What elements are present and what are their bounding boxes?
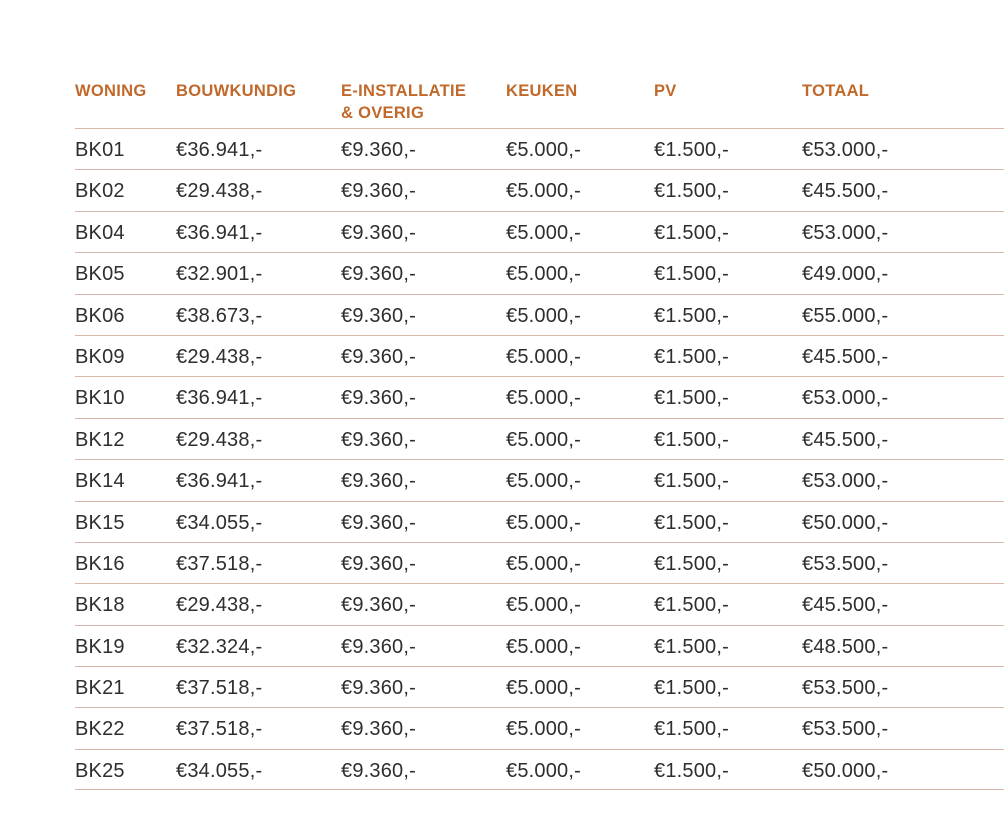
price-table bbox=[75, 80, 1004, 790]
woning-cell: BK12 bbox=[75, 428, 125, 451]
keuken-cell: €5.000,- bbox=[506, 221, 581, 244]
header-pv: PV bbox=[654, 82, 677, 100]
keuken-cell: €5.000,- bbox=[506, 552, 581, 575]
bouwkundig-cell: €37.518,- bbox=[176, 677, 263, 700]
keuken-cell: €5.000,- bbox=[506, 635, 581, 658]
table-row bbox=[75, 707, 1004, 748]
table-row bbox=[75, 418, 1004, 459]
table-row bbox=[75, 666, 1004, 707]
bouwkundig-cell: €29.438,- bbox=[176, 180, 263, 203]
header-bouwkundig: BOUWKUNDIG bbox=[176, 82, 297, 100]
totaal-cell: €53.000,- bbox=[802, 470, 889, 493]
totaal-cell: €53.500,- bbox=[802, 677, 889, 700]
table-row bbox=[75, 501, 1004, 542]
totaal-cell: €50.000,- bbox=[802, 511, 889, 534]
e-installatie-cell: €9.360,- bbox=[341, 759, 416, 782]
bouwkundig-cell: €36.941,- bbox=[176, 221, 263, 244]
woning-cell: BK21 bbox=[75, 677, 125, 700]
keuken-cell: €5.000,- bbox=[506, 470, 581, 493]
woning-cell: BK01 bbox=[75, 139, 125, 161]
e-installatie-cell: €9.360,- bbox=[341, 139, 416, 161]
bouwkundig-cell: €37.518,- bbox=[176, 718, 263, 741]
totaal-cell: €45.500,- bbox=[802, 594, 889, 617]
bouwkundig-cell: €29.438,- bbox=[176, 345, 263, 368]
table-row bbox=[75, 294, 1004, 335]
woning-cell: BK19 bbox=[75, 635, 125, 658]
e-installatie-cell: €9.360,- bbox=[341, 345, 416, 368]
table-row bbox=[75, 749, 1004, 790]
bouwkundig-cell: €37.518,- bbox=[176, 552, 263, 575]
bouwkundig-cell: €36.941,- bbox=[176, 387, 263, 410]
e-installatie-cell: €9.360,- bbox=[341, 304, 416, 327]
keuken-cell: €5.000,- bbox=[506, 759, 581, 782]
keuken-cell: €5.000,- bbox=[506, 718, 581, 741]
bouwkundig-cell: €34.055,- bbox=[176, 511, 263, 534]
e-installatie-cell: €9.360,- bbox=[341, 180, 416, 203]
bouwkundig-cell: €32.901,- bbox=[176, 263, 263, 286]
e-installatie-cell: €9.360,- bbox=[341, 718, 416, 741]
pv-cell: €1.500,- bbox=[654, 718, 729, 741]
table-row bbox=[75, 252, 1004, 293]
woning-cell: BK18 bbox=[75, 594, 125, 617]
bouwkundig-cell: €34.055,- bbox=[176, 759, 263, 782]
totaal-cell: €53.500,- bbox=[802, 552, 889, 575]
totaal-cell: €53.500,- bbox=[802, 718, 889, 741]
table-row bbox=[75, 542, 1004, 583]
totaal-cell: €53.000,- bbox=[802, 387, 889, 410]
table-row bbox=[75, 583, 1004, 624]
totaal-cell: €45.500,- bbox=[802, 180, 889, 203]
keuken-cell: €5.000,- bbox=[506, 180, 581, 203]
totaal-cell: €55.000,- bbox=[802, 304, 889, 327]
pv-cell: €1.500,- bbox=[654, 677, 729, 700]
woning-cell: BK02 bbox=[75, 180, 125, 203]
table-row bbox=[75, 459, 1004, 500]
header-woning: WONING bbox=[75, 82, 147, 100]
pv-cell: €1.500,- bbox=[654, 139, 729, 161]
pv-cell: €1.500,- bbox=[654, 180, 729, 203]
keuken-cell: €5.000,- bbox=[506, 387, 581, 410]
keuken-cell: €5.000,- bbox=[506, 263, 581, 286]
pv-cell: €1.500,- bbox=[654, 594, 729, 617]
bouwkundig-cell: €38.673,- bbox=[176, 304, 263, 327]
keuken-cell: €5.000,- bbox=[506, 511, 581, 534]
header-totaal: TOTAAL bbox=[802, 82, 870, 100]
totaal-cell: €45.500,- bbox=[802, 345, 889, 368]
table-body bbox=[75, 128, 1004, 790]
woning-cell: BK10 bbox=[75, 387, 125, 410]
pv-cell: €1.500,- bbox=[654, 263, 729, 286]
keuken-cell: €5.000,- bbox=[506, 594, 581, 617]
pv-cell: €1.500,- bbox=[654, 221, 729, 244]
totaal-cell: €45.500,- bbox=[802, 428, 889, 451]
header-keuken: KEUKEN bbox=[506, 82, 578, 100]
pv-cell: €1.500,- bbox=[654, 345, 729, 368]
keuken-cell: €5.000,- bbox=[506, 139, 581, 161]
woning-cell: BK06 bbox=[75, 304, 125, 327]
e-installatie-cell: €9.360,- bbox=[341, 635, 416, 658]
pv-cell: €1.500,- bbox=[654, 511, 729, 534]
table-row bbox=[75, 211, 1004, 252]
pv-cell: €1.500,- bbox=[654, 470, 729, 493]
e-installatie-cell: €9.360,- bbox=[341, 387, 416, 410]
table-row bbox=[75, 128, 1004, 169]
bouwkundig-cell: €36.941,- bbox=[176, 139, 263, 161]
pv-cell: €1.500,- bbox=[654, 304, 729, 327]
e-installatie-cell: €9.360,- bbox=[341, 221, 416, 244]
woning-cell: BK15 bbox=[75, 511, 125, 534]
keuken-cell: €5.000,- bbox=[506, 304, 581, 327]
e-installatie-cell: €9.360,- bbox=[341, 263, 416, 286]
keuken-cell: €5.000,- bbox=[506, 428, 581, 451]
e-installatie-cell: €9.360,- bbox=[341, 677, 416, 700]
woning-cell: BK04 bbox=[75, 221, 125, 244]
woning-cell: BK25 bbox=[75, 759, 125, 782]
e-installatie-cell: €9.360,- bbox=[341, 470, 416, 493]
e-installatie-cell: €9.360,- bbox=[341, 511, 416, 534]
header-e-installatie-overig: E-INSTALLATIE & OVERIG bbox=[341, 82, 467, 122]
totaal-cell: €50.000,- bbox=[802, 759, 889, 782]
totaal-cell: €48.500,- bbox=[802, 635, 889, 658]
woning-cell: BK14 bbox=[75, 470, 125, 493]
pv-cell: €1.500,- bbox=[654, 759, 729, 782]
table-row bbox=[75, 169, 1004, 210]
woning-cell: BK22 bbox=[75, 718, 125, 741]
pv-cell: €1.500,- bbox=[654, 552, 729, 575]
woning-cell: BK05 bbox=[75, 263, 125, 286]
e-installatie-cell: €9.360,- bbox=[341, 552, 416, 575]
totaal-cell: €49.000,- bbox=[802, 263, 889, 286]
pv-cell: €1.500,- bbox=[654, 635, 729, 658]
e-installatie-cell: €9.360,- bbox=[341, 428, 416, 451]
bouwkundig-cell: €29.438,- bbox=[176, 594, 263, 617]
bouwkundig-cell: €32.324,- bbox=[176, 635, 263, 658]
keuken-cell: €5.000,- bbox=[506, 345, 581, 368]
table-row bbox=[75, 625, 1004, 666]
pv-cell: €1.500,- bbox=[654, 428, 729, 451]
woning-cell: BK16 bbox=[75, 552, 125, 575]
totaal-cell: €53.000,- bbox=[802, 139, 889, 161]
e-installatie-cell: €9.360,- bbox=[341, 594, 416, 617]
keuken-cell: €5.000,- bbox=[506, 677, 581, 700]
pv-cell: €1.500,- bbox=[654, 387, 729, 410]
table-header-row bbox=[75, 80, 1004, 128]
totaal-cell: €53.000,- bbox=[802, 221, 889, 244]
bouwkundig-cell: €29.438,- bbox=[176, 428, 263, 451]
table-row bbox=[75, 376, 1004, 417]
woning-cell: BK09 bbox=[75, 345, 125, 368]
table-row bbox=[75, 335, 1004, 376]
bouwkundig-cell: €36.941,- bbox=[176, 470, 263, 493]
